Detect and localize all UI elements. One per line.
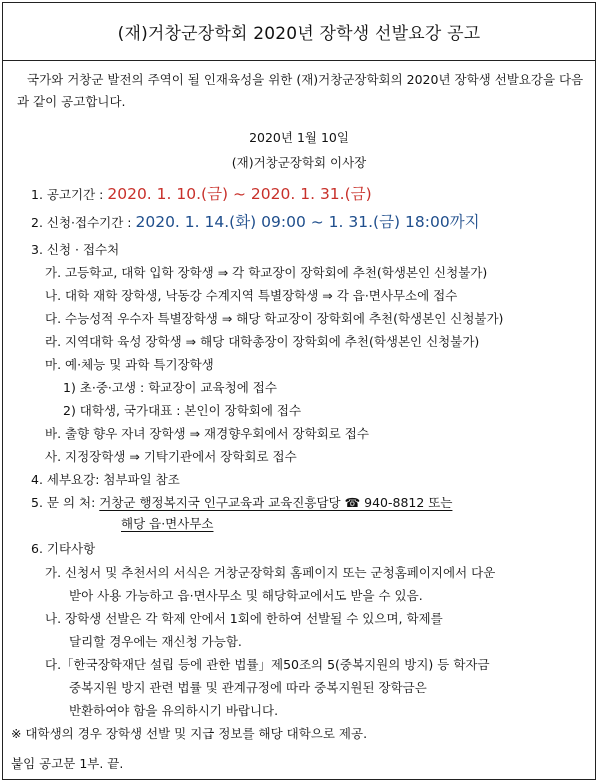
item-1 <box>31 185 372 204</box>
item-6-da-1: 다.「한국장학재단 설립 등에 관한 법률」제50조의 5(중복지원의 방지) 등 학자금 <box>45 657 490 672</box>
item-6-da-3: 반환하여야 함을 유의하시기 바랍니다. <box>69 703 279 718</box>
item-1-value: 2020. 1. 10.(금) ~ 2020. 1. 31.(금) <box>107 185 372 203</box>
item-5-label: 5. 문 의 처: <box>31 495 100 510</box>
item-6-na-2: 달리할 경우에는 재신청 가능함. <box>69 634 242 649</box>
item-3-na: 나. 대학 재학 장학생, 낙동강 수계지역 특별장학생 ⇒ 각 읍·면사무소에 접수 <box>45 288 458 303</box>
item-2 <box>31 213 480 232</box>
item-3-sa: 사. 지정장학생 ⇒ 기탁기관에서 장학회로 접수 <box>45 449 297 464</box>
contact-line-1: 거창군 행정복지국 인구교육과 교육진흥담당 ☎ 940-8812 또는 <box>99 495 453 510</box>
contact-line-2: 해당 읍·면사무소 <box>121 516 214 531</box>
item-6-na-1: 나. 장학생 선발은 각 학제 안에서 1회에 한하여 선발될 수 있으며, 학제를 <box>45 611 443 626</box>
item-3-ra: 라. 지역대학 육성 장학생 ⇒ 해당 대학총장이 장학회에 추천(학생본인 신청불가) <box>45 334 480 349</box>
notice-document <box>2 2 596 780</box>
item-3-ma-2: 2) 대학생, 국가대표 : 본인이 장학회에 접수 <box>63 403 302 418</box>
intro-paragraph: 국가와 거창군 발전의 주역이 될 인재육성을 위한 (재)거창군장학회의 2020년 장학생 선발요강을 다음과 같이 공고합니다. <box>17 72 584 109</box>
item-6-ga-2: 받아 사용 가능하고 읍·면사무소 및 해당학교에서도 받을 수 있음. <box>69 588 423 603</box>
item-3-label: 3. 신청 · 접수처 <box>31 242 120 257</box>
notice-title: (재)거창군장학회 2020년 장학생 선발요강 공고 <box>3 3 595 61</box>
item-1-label: 1. 공고기간 : <box>31 187 108 202</box>
item-5 <box>31 494 452 512</box>
item-3-ma: 마. 예·체능 및 과학 특기장학생 <box>45 357 214 372</box>
item-3-da: 다. 수능성적 우수자 특별장학생 ⇒ 해당 학교장이 장학회에 추천(학생본인 신청불가) <box>45 311 504 326</box>
notice-issuer: (재)거창군장학회 이사장 <box>231 155 367 170</box>
item-6-da-2: 중복지원 방지 관련 법률 및 관계규정에 따라 중복지원된 장학금은 <box>69 680 427 695</box>
item-4: 4. 세부요강: 첨부파일 참조 <box>31 472 180 487</box>
item-3-ba: 바. 출향 향우 자녀 장학생 ⇒ 재경향우회에서 장학회로 접수 <box>45 426 369 441</box>
attachment-line: 붙임 공고문 1부. 끝. <box>11 756 124 771</box>
footnote: ※ 대학생의 경우 장학생 선발 및 지급 정보를 해당 대학으로 제공. <box>11 726 368 741</box>
item-3-ma-1: 1) 초·중·고생 : 학교장이 교육청에 접수 <box>63 380 277 395</box>
notice-date: 2020년 1월 10일 <box>249 130 349 145</box>
item-2-label: 2. 신청·접수기간 : <box>31 215 136 230</box>
item-6-label: 6. 기타사항 <box>31 541 96 556</box>
item-3-ga: 가. 고등학교, 대학 입학 장학생 ⇒ 각 학교장이 장학회에 추천(학생본인 신청불가) <box>45 265 488 280</box>
item-6-ga-1: 가. 신청서 및 추천서의 서식은 거창군장학회 홈페이지 또는 군청홈페이지에서 다운 <box>45 565 496 580</box>
item-2-value: 2020. 1. 14.(화) 09:00 ~ 1. 31.(금) 18:00까지 <box>135 213 480 231</box>
